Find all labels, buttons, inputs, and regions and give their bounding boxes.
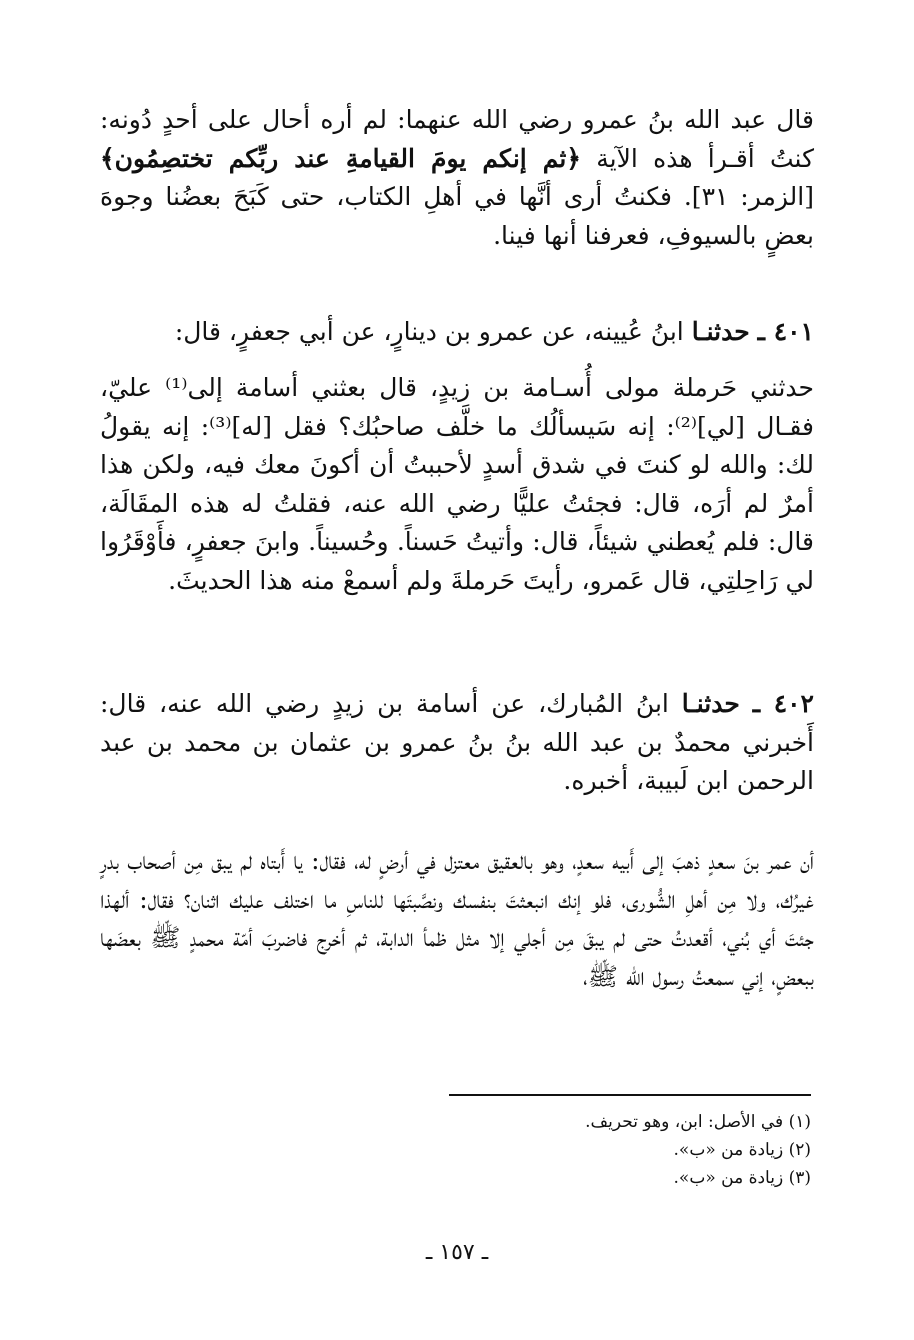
hadith-number: ٤٠١ ـ [757,317,814,346]
hadith-402-body [100,842,814,996]
hadith-401-body [100,369,814,600]
isnad-text: ابنُ المُبارك، عن أسامة بن زيدٍ رضي الله عنه، قال: أَخبرني محمدٌ بن عبد الله بنُ بنُ عمرو بن عثمان بن محمد بن عبد الرحمن ابن لَبيبة، أخبره. [100,689,814,795]
hadith-isnad [100,685,814,801]
footnote-item: (٣) زيادة من «ب». [673,1168,811,1188]
paragraph-text [100,101,814,255]
paragraph-quran-verse-narration [100,101,814,255]
quran-verse: ﴿ثم إنكم يومَ القيامةِ عند ربِّكم تختصِمُون﴾ [100,143,581,173]
footnote-separator [449,1094,811,1096]
footnote-item: (١) في الأصل: ابن، وهو تحريف. [585,1112,811,1132]
paragraph-continuation: [الزمر: ٣١]. فكنتُ أرى أنَّها في أهلِ الكتاب، حتى كَبَحَ بعضُنا وجوهَ بعضٍ بالسيوفِ، فعرفنا أنها فينا. [100,182,814,250]
hadith-number: ٤٠٢ ـ [752,689,814,718]
hadith-matn: أن عمر بنَ سعدٍ ذهبَ إلى أَبيه سعدٍ، وهو بالعقيق معتزل في أرضٍ له، فقال: يا أَبتاه لم يبق مِن أصحاب بدرٍ غيرُك، ولا مِن أهلِ الشُّورى، فلو إنك انبعثتَ بنفسك ونصَّبتَها للناسِ ما اختلف عليك اثنان؟ فقال: ألهذا جئتَ أي بُني، أقعدتُ حتى لم يبقَ مِن أجلي إلا مثل ظمأ الدابة، ثم أخرج فاضربَ أمّة محمدٍ ﷺ بعضَها ببعضٍ، إني سمعتُ رسول الله ﷺ، [100,846,814,991]
haddathana-label: حدثنـا [691,317,750,346]
footnotes [100,1108,811,1192]
hadith-401-header [100,313,814,352]
isnad-text: ابنُ عُيينه، عن عمرو بن دينارٍ، عن أبي جعفرٍ، قال: [174,317,692,346]
page-number: ـ ١٥٧ ـ [425,1240,489,1265]
hadith-402-header [100,685,814,801]
footnote-item: (٢) زيادة من «ب». [673,1140,811,1160]
paragraph-intro: قال عبد الله بنُ عمرو رضي الله عنهما: لم أره أحال على أحدٍ دُونه: كنتُ أقـرأ هذه الآية [100,105,814,173]
hadith-isnad [100,313,814,352]
haddathana-label: حدثنـا [681,689,740,718]
hadith-matn: حدثني حَرملة مولى أُسـامة بن زيدٍ، قال بعثني أسامة إلى⁽¹⁾ عليّ، فقـال [لي]⁽²⁾: إنه سَيسألُك ما خلَّف صاحبُك؟ فقل [له]⁽³⁾: إنه يقولُ لك: والله لو كنتَ في شدق أسدٍ لأحببتُ أن أكونَ معك فيه، ولكن هذا أمرٌ لم أرَه، قال: فجئتُ عليًّا رضي الله عنه، فقلتُ له هذه المقَالَة، قال: فلم يُعطني شيئاً، قال: وأتيتُ حَسناً. وحُسيناً. وابنَ جعفرٍ، فأَوْقَرُوا لي رَاحِلتِي، قال عَمرو، رأيتَ حَرملةَ ولم أسمعْ منه هذا الحديثَ. [100,373,814,595]
